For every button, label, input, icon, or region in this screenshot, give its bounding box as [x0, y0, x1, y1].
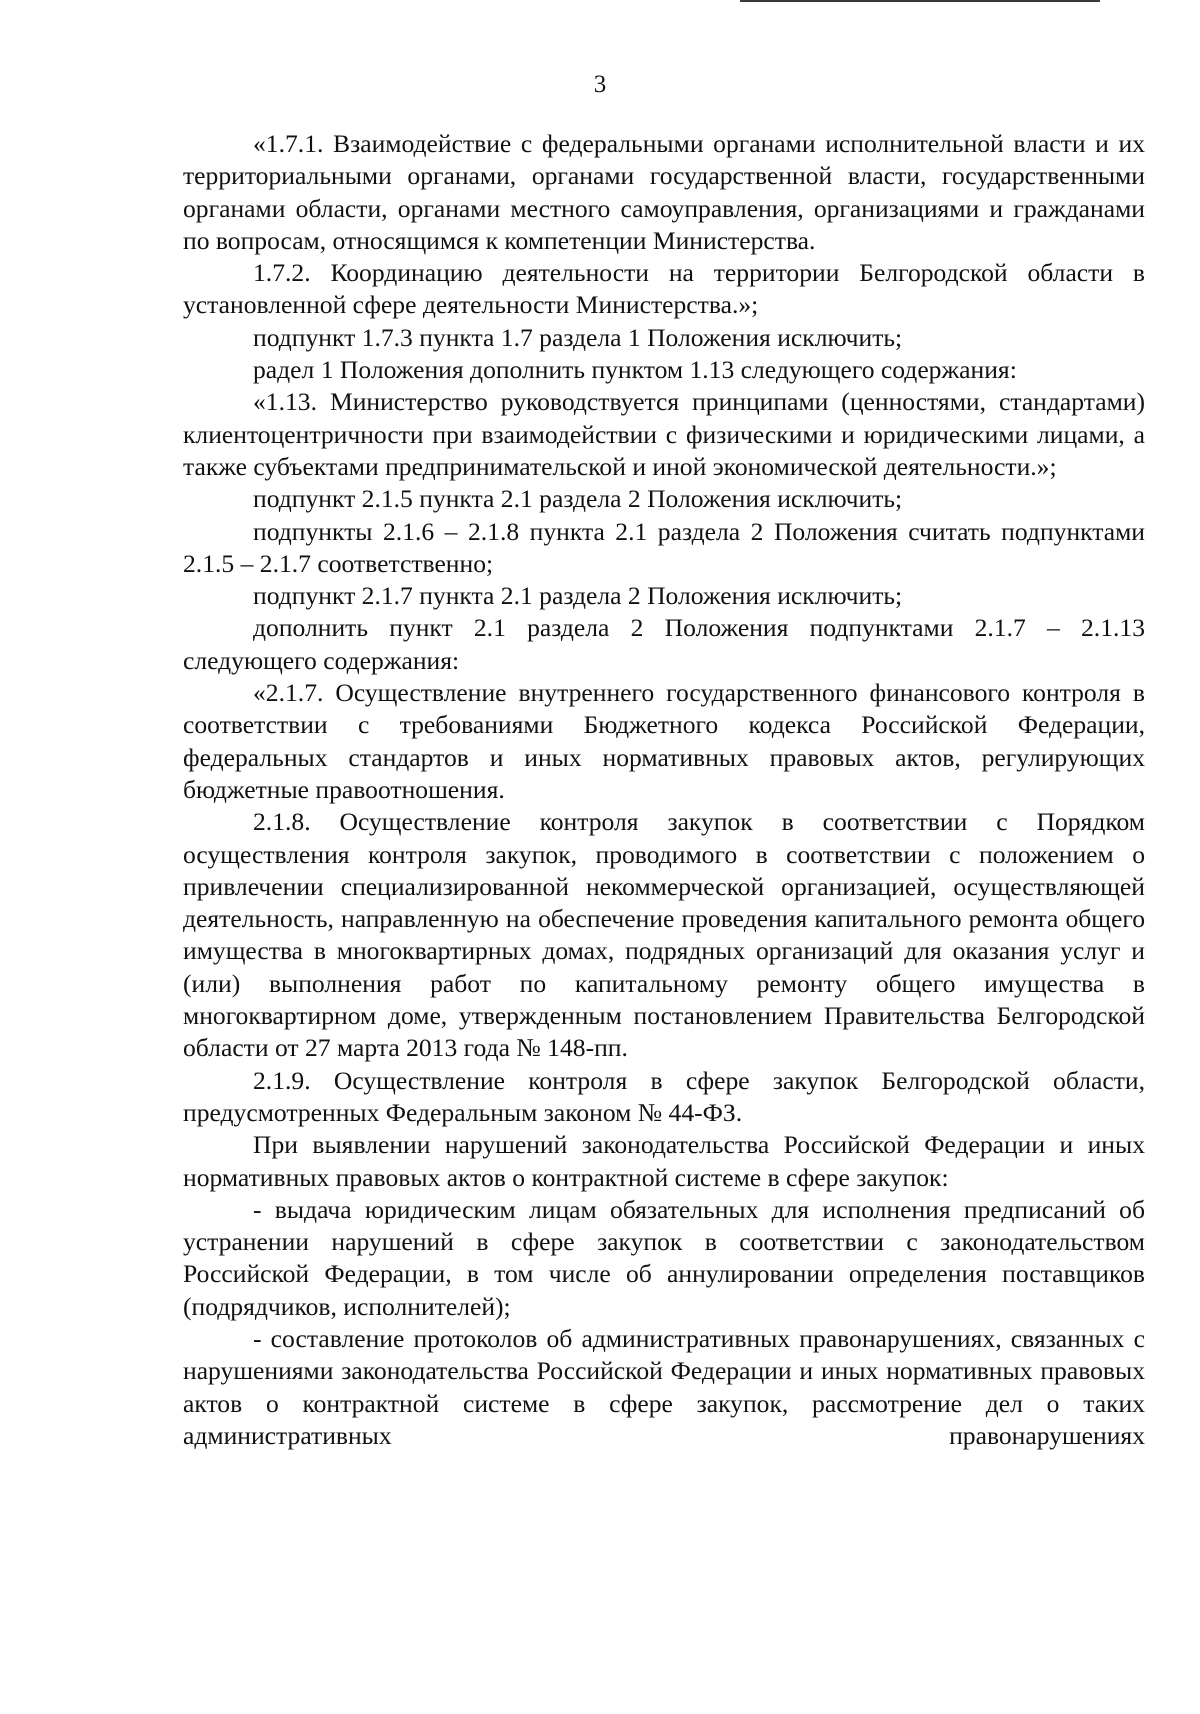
paragraph-exclude-2-1-7: подпункт 2.1.7 пункта 2.1 раздела 2 Положения исключить;: [253, 581, 903, 611]
paragraph-1-13: «1.13. Министерство руководствуется принципами (ценностями, стандартами) клиентоцентричности при взаимодействии с физическими и юридическими лицами, а также субъектами предпринимательской и иной экономической деятельности.»;: [183, 387, 1145, 481]
paragraph-2-1-9: 2.1.9. Осуществление контроля в сфере закупок Белгородской области, предусмотренных Федеральным законом № 44-ФЗ.: [183, 1065, 1145, 1127]
list-item-protocols: - составление протоколов об административных правонарушениях, связанных с нарушениями законодательства Российской Федерации и иных нормативных правовых актов о контрактной системе в сфере закупок, рассмотрение дел о таких административных правонарушениях: [183, 1323, 1145, 1450]
paragraph-exclude-2-1-5: подпункт 2.1.5 пункта 2.1 раздела 2 Положения исключить;: [253, 484, 903, 514]
paragraph-exclude-1-7-3: подпункт 1.7.3 пункта 1.7 раздела 1 Положения исключить;: [253, 322, 903, 352]
list-item-orders: - выдача юридическим лицам обязательных для исполнения предписаний об устранении нарушений в сфере закупок в соответствии с законодательством Российской Федерации, в том числе об аннулировании определения поставщиков (подрядчиков, исполнителей);: [183, 1194, 1145, 1321]
paragraph-2-1-8: 2.1.8. Осуществление контроля закупок в соответствии с Порядком осуществления контроля закупок, проводимого в соответствии с положением о привлечении специализированной некоммерческой организацией, осуществляющей деятельность, направленную на обеспечение проведения капитального ремонта общего имущества в многоквартирных домах, подрядных организаций для оказания услуг и (или) выполнения работ по капитальному ремонту общего имущества в многоквартирном доме, утвержденным постановлением Правительства Белгородской области от 27 марта 2013 года № 148-пп.: [183, 807, 1145, 1063]
top-edge-rule: [740, 0, 1100, 2]
paragraph-add-1-13: радел 1 Положения дополнить пунктом 1.13 следующего содержания:: [253, 355, 1017, 385]
paragraph-1-7-2: 1.7.2. Координацию деятельности на территории Белгородской области в установленной сфере деятельности Министерства.»;: [183, 258, 1145, 320]
paragraph-1-7-1: «1.7.1. Взаимодействие с федеральными органами исполнительной власти и их территориальными органами, органами государственной власти, государственными органами области, органами местного самоуправления, организациями и гражданами по вопросам, относящимся к компетенции Министерства.: [183, 129, 1145, 255]
paragraph-violations-intro: При выявлении нарушений законодательства Российской Федерации и иных нормативных правовых актов о контрактной системе в сфере закупок:: [183, 1130, 1145, 1192]
paragraph-2-1-7: «2.1.7. Осуществление внутреннего государственного финансового контроля в соответствии с требованиями Бюджетного кодекса Российской Федерации, федеральных стандартов и иных нормативных правовых актов, регулирующих бюджетные правоотношения.: [183, 678, 1145, 804]
paragraph-add-2-1-7-to-2-1-13: дополнить пункт 2.1 раздела 2 Положения подпунктами 2.1.7 – 2.1.13 следующего содержания:: [183, 613, 1145, 675]
document-body: [183, 128, 1145, 1452]
paragraph-renumber-2-1-6: подпункты 2.1.6 – 2.1.8 пункта 2.1 раздела 2 Положения считать подпунктами 2.1.5 – 2.1.7 соответственно;: [183, 516, 1145, 578]
page-number: 3: [593, 71, 607, 98]
